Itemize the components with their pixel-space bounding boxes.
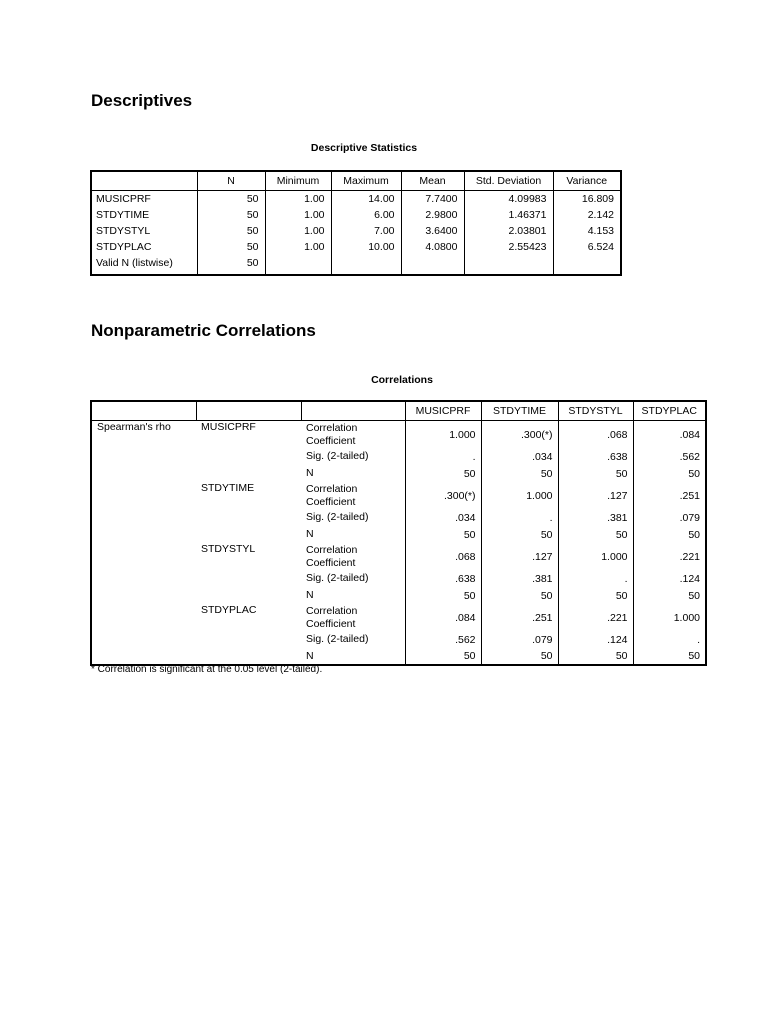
table-cell: .638 (405, 570, 481, 587)
statistic-label: N (301, 526, 405, 543)
table-cell: . (405, 448, 481, 465)
table-cell: .221 (633, 543, 706, 570)
table-cell: .034 (405, 509, 481, 526)
column-header: STDYPLAC (633, 401, 706, 421)
column-header: Variance (553, 171, 621, 191)
statistic-label: N (301, 587, 405, 604)
correlations-table (90, 400, 707, 666)
table-row (91, 421, 706, 449)
column-header: STDYTIME (481, 401, 558, 421)
column-header: N (197, 171, 265, 191)
column-header: Std. Deviation (464, 171, 553, 191)
table-cell: 7.00 (331, 223, 401, 239)
table-cell: 50 (481, 526, 558, 543)
descriptive-statistics-caption: Descriptive Statistics (310, 142, 418, 154)
table-cell (265, 255, 331, 275)
row-label: STDYSTYL (96, 225, 151, 237)
table-cell: 50 (405, 526, 481, 543)
significance-footnote: * Correlation is significant at the 0.05 level (2-tailed). (91, 664, 323, 675)
table-cell: 50 (197, 207, 265, 223)
table-cell: . (481, 509, 558, 526)
table-cell: .562 (405, 631, 481, 648)
table-cell: 50 (558, 648, 633, 665)
table-cell: .034 (481, 448, 558, 465)
table-cell: .300(*) (405, 482, 481, 509)
table-cell: 50 (197, 239, 265, 255)
table-cell (464, 255, 553, 275)
table-cell: . (633, 631, 706, 648)
table-row (91, 255, 621, 275)
table-cell: . (558, 570, 633, 587)
variable-label: STDYPLAC (201, 604, 257, 616)
table-cell: .251 (633, 482, 706, 509)
row-label: MUSICPRF (96, 193, 151, 205)
row-label: Valid N (listwise) (96, 257, 173, 269)
statistic-label: Correlation Coefficient (301, 604, 405, 631)
table-cell: 50 (558, 526, 633, 543)
table-cell: .068 (558, 421, 633, 449)
table-cell: 50 (481, 587, 558, 604)
table-cell: 1.00 (265, 223, 331, 239)
column-header: Maximum (331, 171, 401, 191)
table-cell: .079 (481, 631, 558, 648)
table-cell: .124 (558, 631, 633, 648)
table-cell: 50 (405, 648, 481, 665)
table-cell: .084 (405, 604, 481, 631)
table-cell: 50 (197, 255, 265, 275)
table-cell: 1.46371 (464, 207, 553, 223)
correlations-caption: Correlations (371, 374, 433, 386)
table-cell: 50 (633, 465, 706, 482)
column-header: MUSICPRF (405, 401, 481, 421)
table-cell: .079 (633, 509, 706, 526)
method-label: Spearman's rho (97, 421, 171, 433)
table-cell: .562 (633, 448, 706, 465)
table-cell: 50 (405, 587, 481, 604)
table-cell: 2.55423 (464, 239, 553, 255)
table-row (91, 239, 621, 255)
variable-label: MUSICPRF (201, 421, 256, 433)
table-cell: .251 (481, 604, 558, 631)
table-cell: .068 (405, 543, 481, 570)
table-cell (331, 255, 401, 275)
row-label: STDYPLAC (96, 241, 152, 253)
table-cell: 1.000 (405, 421, 481, 449)
table-cell: 1.000 (558, 543, 633, 570)
statistic-label: N (301, 465, 405, 482)
table-cell: 4.09983 (464, 191, 553, 208)
table-cell: 6.524 (553, 239, 621, 255)
column-header (196, 401, 301, 421)
table-cell: 50 (558, 587, 633, 604)
table-row (91, 223, 621, 239)
table-cell (401, 255, 464, 275)
statistic-label: Correlation Coefficient (301, 543, 405, 570)
table-cell: 1.00 (265, 239, 331, 255)
statistic-label: Sig. (2-tailed) (301, 631, 405, 648)
statistic-label: Correlation Coefficient (301, 482, 405, 509)
descriptive-statistics-table (90, 170, 622, 276)
descriptives-heading: Descriptives (91, 91, 193, 110)
table-cell: 1.00 (265, 207, 331, 223)
table-cell: 50 (633, 526, 706, 543)
table-cell: 6.00 (331, 207, 401, 223)
table-cell (553, 255, 621, 275)
table-cell: 2.03801 (464, 223, 553, 239)
column-header (301, 401, 405, 421)
variable-label: STDYTIME (201, 482, 255, 494)
column-header: STDYSTYL (558, 401, 633, 421)
table-cell: .381 (481, 570, 558, 587)
nonparametric-correlations-heading: Nonparametric Correlations (91, 321, 316, 340)
column-header: Mean (401, 171, 464, 191)
table-cell: 1.00 (265, 191, 331, 208)
table-header-row (91, 401, 706, 421)
table-cell: .124 (633, 570, 706, 587)
table-cell: 50 (481, 465, 558, 482)
table-cell: 50 (197, 223, 265, 239)
table-cell: 2.142 (553, 207, 621, 223)
table-cell: .084 (633, 421, 706, 449)
statistic-label: Sig. (2-tailed) (301, 448, 405, 465)
table-cell: 50 (405, 465, 481, 482)
table-cell: 4.153 (553, 223, 621, 239)
statistic-label: Sig. (2-tailed) (301, 570, 405, 587)
table-cell: 14.00 (331, 191, 401, 208)
table-cell: .127 (558, 482, 633, 509)
table-cell: 50 (558, 465, 633, 482)
column-header (91, 171, 197, 191)
table-cell: 1.000 (633, 604, 706, 631)
table-cell: 50 (481, 648, 558, 665)
statistic-label: N (301, 648, 405, 665)
table-cell: 16.809 (553, 191, 621, 208)
statistic-label: Correlation Coefficient (301, 421, 405, 449)
table-cell: 50 (633, 648, 706, 665)
table-cell: 10.00 (331, 239, 401, 255)
table-cell: 50 (633, 587, 706, 604)
variable-label: STDYSTYL (201, 543, 256, 555)
row-label: STDYTIME (96, 209, 150, 221)
table-row (91, 191, 621, 208)
table-cell: .381 (558, 509, 633, 526)
table-header-row (91, 171, 621, 191)
table-cell: 4.0800 (401, 239, 464, 255)
table-cell: .638 (558, 448, 633, 465)
table-cell: .221 (558, 604, 633, 631)
table-row (91, 207, 621, 223)
table-cell: 1.000 (481, 482, 558, 509)
table-cell: 50 (197, 191, 265, 208)
column-header (91, 401, 196, 421)
column-header: Minimum (265, 171, 331, 191)
statistic-label: Sig. (2-tailed) (301, 509, 405, 526)
table-cell: 2.9800 (401, 207, 464, 223)
table-cell: .300(*) (481, 421, 558, 449)
table-cell: 3.6400 (401, 223, 464, 239)
table-cell: 7.7400 (401, 191, 464, 208)
table-cell: .127 (481, 543, 558, 570)
